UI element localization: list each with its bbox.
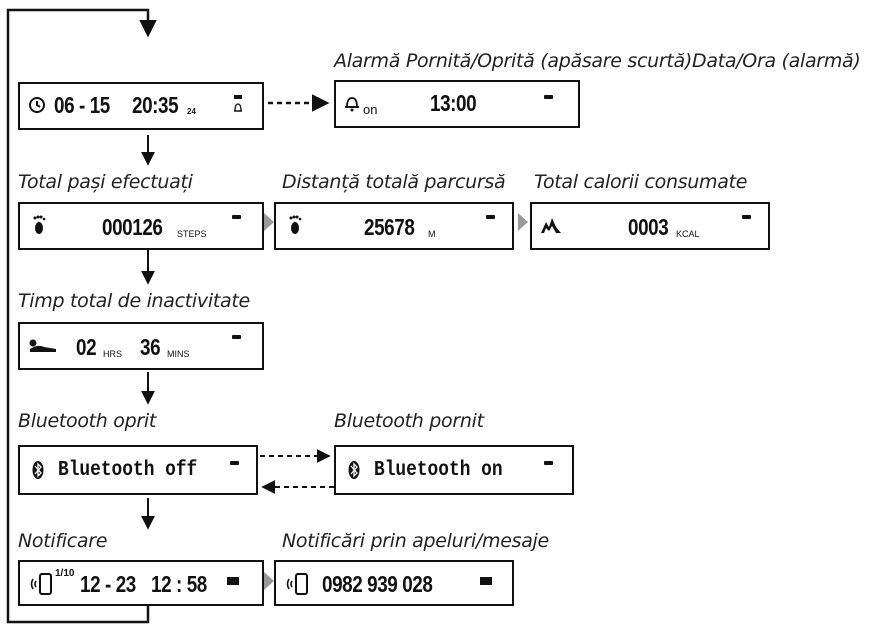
- battery-icon: [544, 461, 553, 465]
- arrow-grey-distance-calories: [518, 213, 528, 231]
- screen-distance: [274, 202, 514, 250]
- screen-steps: [18, 202, 264, 250]
- screen-notif-call: [274, 560, 514, 606]
- steps-value: 000126: [102, 214, 163, 240]
- battery-icon: [232, 335, 241, 339]
- caption-inactivity: Timp total de inactivitate: [18, 290, 250, 312]
- battery-icon: [232, 215, 241, 219]
- bluetooth-icon: [32, 460, 44, 480]
- battery-icon: [230, 461, 239, 465]
- footprint-icon: [32, 214, 46, 236]
- calories-unit: KCAL: [676, 229, 700, 239]
- arrow-grey-steps-distance: [264, 213, 274, 231]
- caption-notif-calls: Notificări prin apeluri/mesaje: [282, 530, 549, 552]
- screen-alarm: [334, 80, 580, 128]
- alarm-state: on: [363, 102, 378, 117]
- caption-distance: Distanță totală parcursă: [282, 171, 506, 193]
- alarm-time: 13:00: [430, 90, 477, 116]
- clock-icon: [28, 96, 46, 114]
- caption-steps: Total pași efectuați: [18, 171, 193, 193]
- footprint-icon: [288, 214, 302, 236]
- sleep-icon: [28, 337, 58, 353]
- battery-icon: [486, 215, 495, 219]
- steps-unit: STEPS: [177, 229, 207, 239]
- phone-icon: [28, 571, 54, 597]
- screen-bt-off: [18, 445, 258, 495]
- phone-icon: [284, 571, 310, 597]
- caption-notification: Notificare: [18, 530, 108, 552]
- inactivity-mins-unit: MINS: [167, 349, 190, 359]
- inactivity-hours: 02: [76, 334, 97, 360]
- mail-icon: [480, 572, 492, 590]
- arrow-grey-notification: [264, 572, 274, 590]
- screen-notification: [18, 560, 264, 606]
- time-clock: 20:35: [132, 92, 179, 118]
- time-seconds: 24: [187, 107, 196, 116]
- caption-alarm: Alarmă Pornită/Oprită (apăsare scurtă)Data/Ora (alarmă): [334, 50, 861, 72]
- inactivity-hours-unit: HRS: [103, 349, 123, 359]
- bt-on-text: Bluetooth on: [374, 459, 503, 482]
- notification-count: 1/10: [55, 568, 75, 579]
- bt-off-text: Bluetooth off: [58, 459, 198, 482]
- bell-icon: [344, 94, 360, 112]
- caption-bt-off: Bluetooth oprit: [18, 410, 157, 432]
- mail-icon: [227, 572, 239, 590]
- caption-calories: Total calorii consumate: [534, 171, 748, 193]
- flame-icon: [540, 216, 562, 234]
- screen-time: [18, 82, 264, 130]
- calories-value: 0003: [628, 214, 669, 240]
- caption-bt-on: Bluetooth pornit: [334, 410, 484, 432]
- battery-icon: [544, 95, 553, 99]
- small-bell-icon: [233, 94, 243, 121]
- distance-unit: M: [428, 229, 436, 239]
- bluetooth-icon: [348, 460, 360, 480]
- time-date: 06 - 15: [54, 92, 110, 118]
- screen-bt-on: [334, 445, 574, 495]
- distance-value: 25678: [364, 214, 415, 240]
- notif-call-number: 0982 939 028: [322, 571, 433, 597]
- notification-date: 12 - 23: [80, 571, 136, 597]
- inactivity-mins: 36: [140, 334, 161, 360]
- battery-icon: [742, 215, 751, 219]
- screen-calories: [530, 202, 770, 250]
- notification-time: 12 : 58: [151, 571, 207, 597]
- screen-inactivity: [18, 322, 264, 370]
